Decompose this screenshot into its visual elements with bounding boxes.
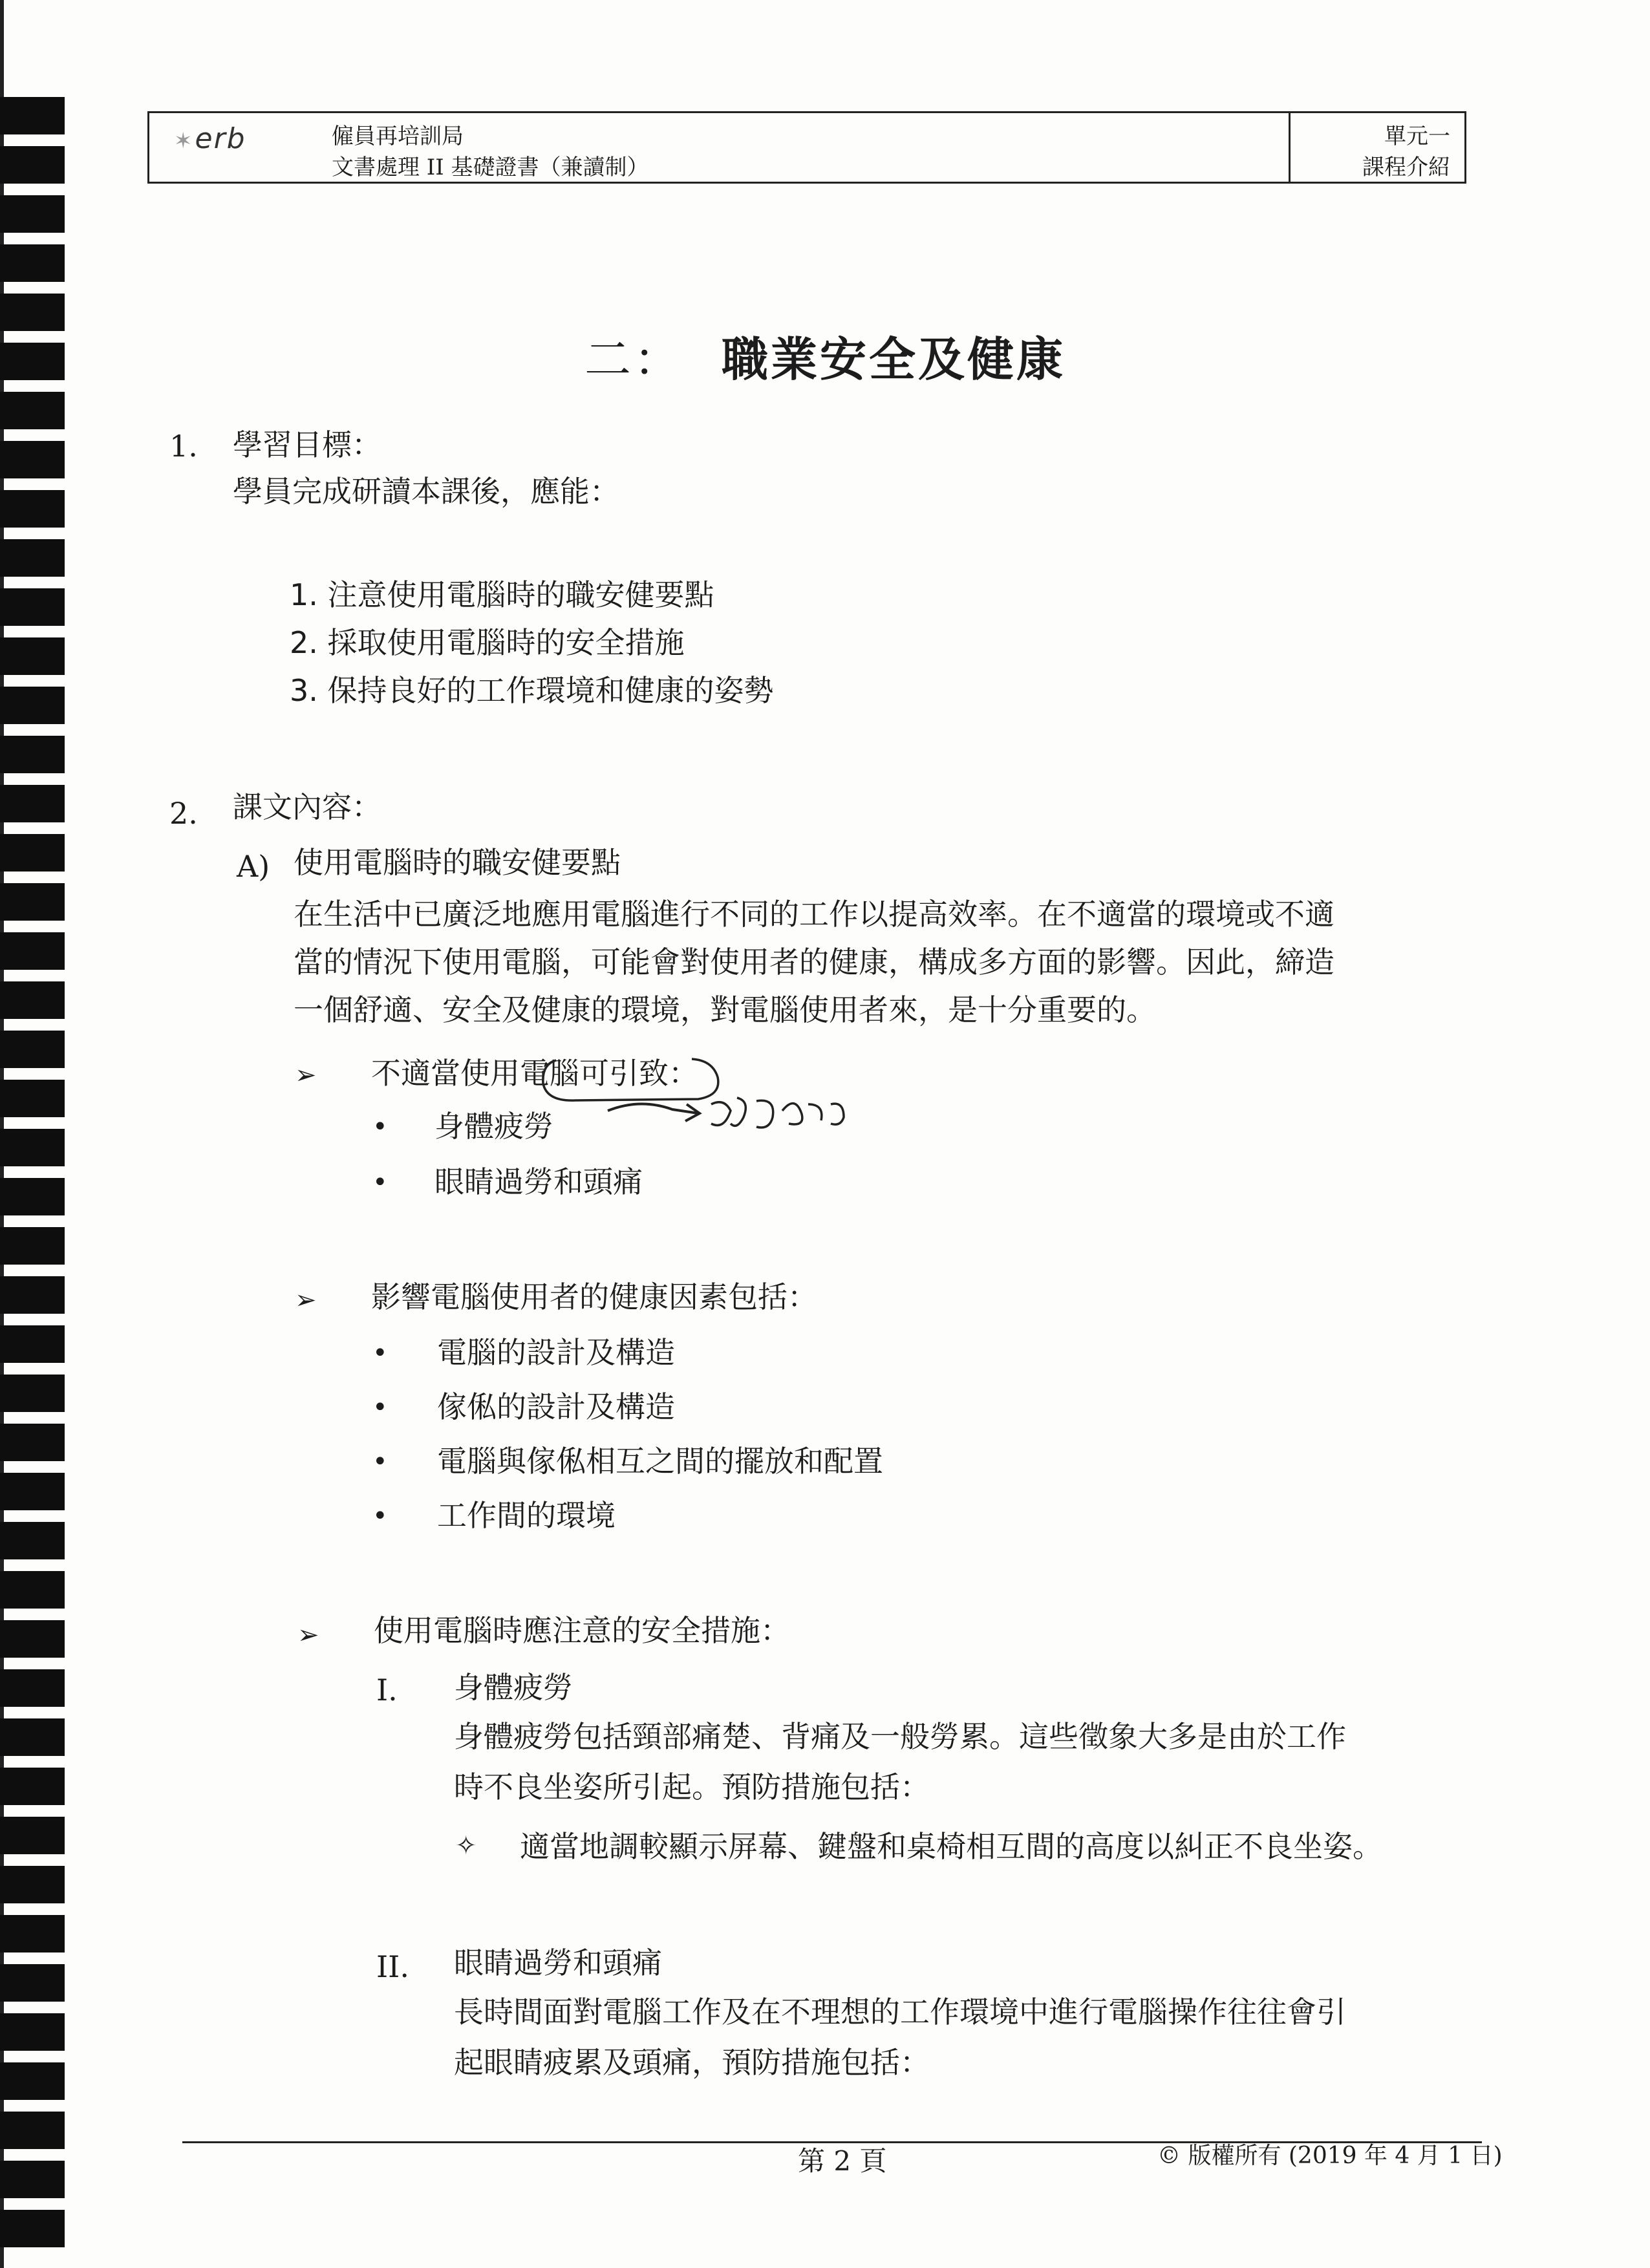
section-1-intro: 學員完成研讀本課後，應能： <box>233 474 619 509</box>
binding-hole <box>0 883 65 921</box>
arrowhead-bullet-icon: ➢ <box>295 1060 317 1090</box>
binding-hole <box>0 1866 65 1903</box>
binding-hole <box>0 588 65 626</box>
title-number: 二： <box>584 332 683 387</box>
binding-hole <box>0 1129 65 1166</box>
binding-hole <box>0 1424 65 1461</box>
measure-text: 起眼睛疲累及頭痛，預防措施包括： <box>454 2045 930 2080</box>
binding-hole <box>0 687 65 724</box>
binding-hole <box>0 2210 65 2247</box>
roman-numeral-label: I. <box>376 1673 398 1707</box>
list-item: 電腦的設計及構造 <box>437 1335 675 1370</box>
binding-hole <box>0 637 65 675</box>
list-item: 工作間的環境 <box>437 1498 616 1533</box>
page-number: 第 2 頁 <box>798 2145 887 2177</box>
section-1-heading: 學習目標： <box>233 427 381 462</box>
unit-title: 課程介紹 <box>1362 155 1450 180</box>
binding-hole <box>0 981 65 1019</box>
bullet-dot-icon: • <box>372 1447 388 1477</box>
binding-hole <box>0 1571 65 1609</box>
bullet-dot-icon: • <box>372 1112 388 1142</box>
binding-hole <box>0 244 65 282</box>
unit-number: 單元一 <box>1384 123 1450 149</box>
logo-text: erb <box>195 122 246 155</box>
binding-hole <box>0 1178 65 1215</box>
bullet-dot-icon: • <box>372 1168 388 1197</box>
list-heading: 使用電腦時應注意的安全措施： <box>374 1613 790 1648</box>
organization-name: 僱員再培訓局 <box>332 123 464 149</box>
list-item: 傢俬的設計及構造 <box>437 1389 675 1424</box>
binding-hole <box>0 146 65 184</box>
binding-hole <box>0 2062 65 2100</box>
binding-hole <box>0 1276 65 1314</box>
binding-hole <box>0 2013 65 2051</box>
binding-hole <box>0 1375 65 1412</box>
list-heading: 不適當使用電腦可引致： <box>371 1056 698 1091</box>
binding-hole <box>0 1325 65 1363</box>
binding-hole <box>0 736 65 773</box>
binding-hole <box>0 785 65 822</box>
course-name: 文書處理 II 基礎證書（兼讀制） <box>332 155 649 180</box>
section-2-number: 2. <box>169 796 198 831</box>
binding-hole <box>0 1817 65 1854</box>
roman-numeral-label: II. <box>376 1949 409 1984</box>
binding-hole <box>0 834 65 872</box>
binding-hole <box>0 1080 65 1117</box>
binding-hole <box>0 2112 65 2149</box>
bullet-dot-icon: • <box>372 1338 388 1368</box>
binding-hole <box>0 490 65 528</box>
binding-hole <box>0 195 65 233</box>
measure-title: 眼睛過勞和頭痛 <box>454 1945 662 1980</box>
binding-hole <box>0 1718 65 1756</box>
objective-item: 3. 保持良好的工作環境和健康的姿勢 <box>290 673 774 708</box>
objective-item: 1. 注意使用電腦時的職安健要點 <box>290 577 714 612</box>
diamond-star-bullet-icon: ✧ <box>455 1831 477 1861</box>
header-right <box>1362 121 1450 183</box>
copyright-notice: © 版權所有 (2019 年 4 月 1 日) <box>1157 2143 1503 2169</box>
binding-hole <box>0 392 65 429</box>
binding-hole <box>0 1620 65 1658</box>
binding-hole <box>0 1473 65 1510</box>
title-text: 職業安全及健康 <box>722 332 1066 387</box>
binding-hole <box>0 1669 65 1707</box>
header-divider <box>1289 113 1291 182</box>
paragraph-line: 在生活中已廣泛地應用電腦進行不同的工作以提高效率。在不適當的環境或不適 <box>294 897 1334 932</box>
paragraph-line: 當的情況下使用電腦，可能會對使用者的健康，構成多方面的影響。因此，締造 <box>294 945 1334 979</box>
bullet-dot-icon: • <box>372 1501 388 1531</box>
arrowhead-bullet-icon: ➢ <box>297 1620 319 1650</box>
binding-hole <box>0 97 65 134</box>
arrowhead-bullet-icon: ➢ <box>295 1285 317 1315</box>
star-icon: ✶ <box>174 128 194 154</box>
page-title <box>0 322 1650 389</box>
subsection-a-heading: 使用電腦時的職安健要點 <box>294 845 621 880</box>
measure-text: 時不良坐姿所引起。預防措施包括： <box>454 1770 930 1804</box>
section-1-number: 1. <box>169 429 198 464</box>
list-item: 眼睛過勞和頭痛 <box>434 1164 643 1199</box>
section-2-heading: 課文內容： <box>233 789 381 824</box>
binding-hole <box>0 1227 65 1265</box>
measure-title: 身體疲勞 <box>454 1670 573 1705</box>
binding-hole <box>0 539 65 577</box>
list-heading: 影響電腦使用者的健康因素包括： <box>371 1279 817 1314</box>
measure-text: 身體疲勞包括頸部痛楚、背痛及一般勞累。這些徵象大多是由於工作 <box>454 1719 1346 1754</box>
measure-text: 長時間面對電腦工作及在不理想的工作環境中進行電腦操作往往會引 <box>454 1995 1346 2029</box>
subsection-a-label: A) <box>237 849 270 884</box>
binding-hole <box>0 1522 65 1559</box>
binding-hole <box>0 932 65 970</box>
prevention-measure: 適當地調較顯示屏幕、鍵盤和桌椅相互間的高度以糾正不良坐姿。 <box>520 1829 1382 1864</box>
list-item: 電腦與傢俬相互之間的擺放和配置 <box>437 1444 883 1479</box>
binding-hole <box>0 1964 65 2002</box>
erb-logo <box>174 122 246 155</box>
binding-hole <box>0 1031 65 1068</box>
bullet-dot-icon: • <box>372 1393 388 1422</box>
binding-hole <box>0 1768 65 1805</box>
document-header <box>147 111 1466 184</box>
binding-hole <box>0 1915 65 1952</box>
list-item: 身體疲勞 <box>434 1109 553 1144</box>
objective-item: 2. 採取使用電腦時的安全措施 <box>290 625 685 660</box>
binding-hole <box>0 2161 65 2198</box>
handwritten-circle <box>537 1055 724 1104</box>
paragraph-line: 一個舒適、安全及健康的環境，對電腦使用者來，是十分重要的。 <box>294 992 1156 1027</box>
binding-hole <box>0 441 65 478</box>
header-left <box>332 121 648 183</box>
